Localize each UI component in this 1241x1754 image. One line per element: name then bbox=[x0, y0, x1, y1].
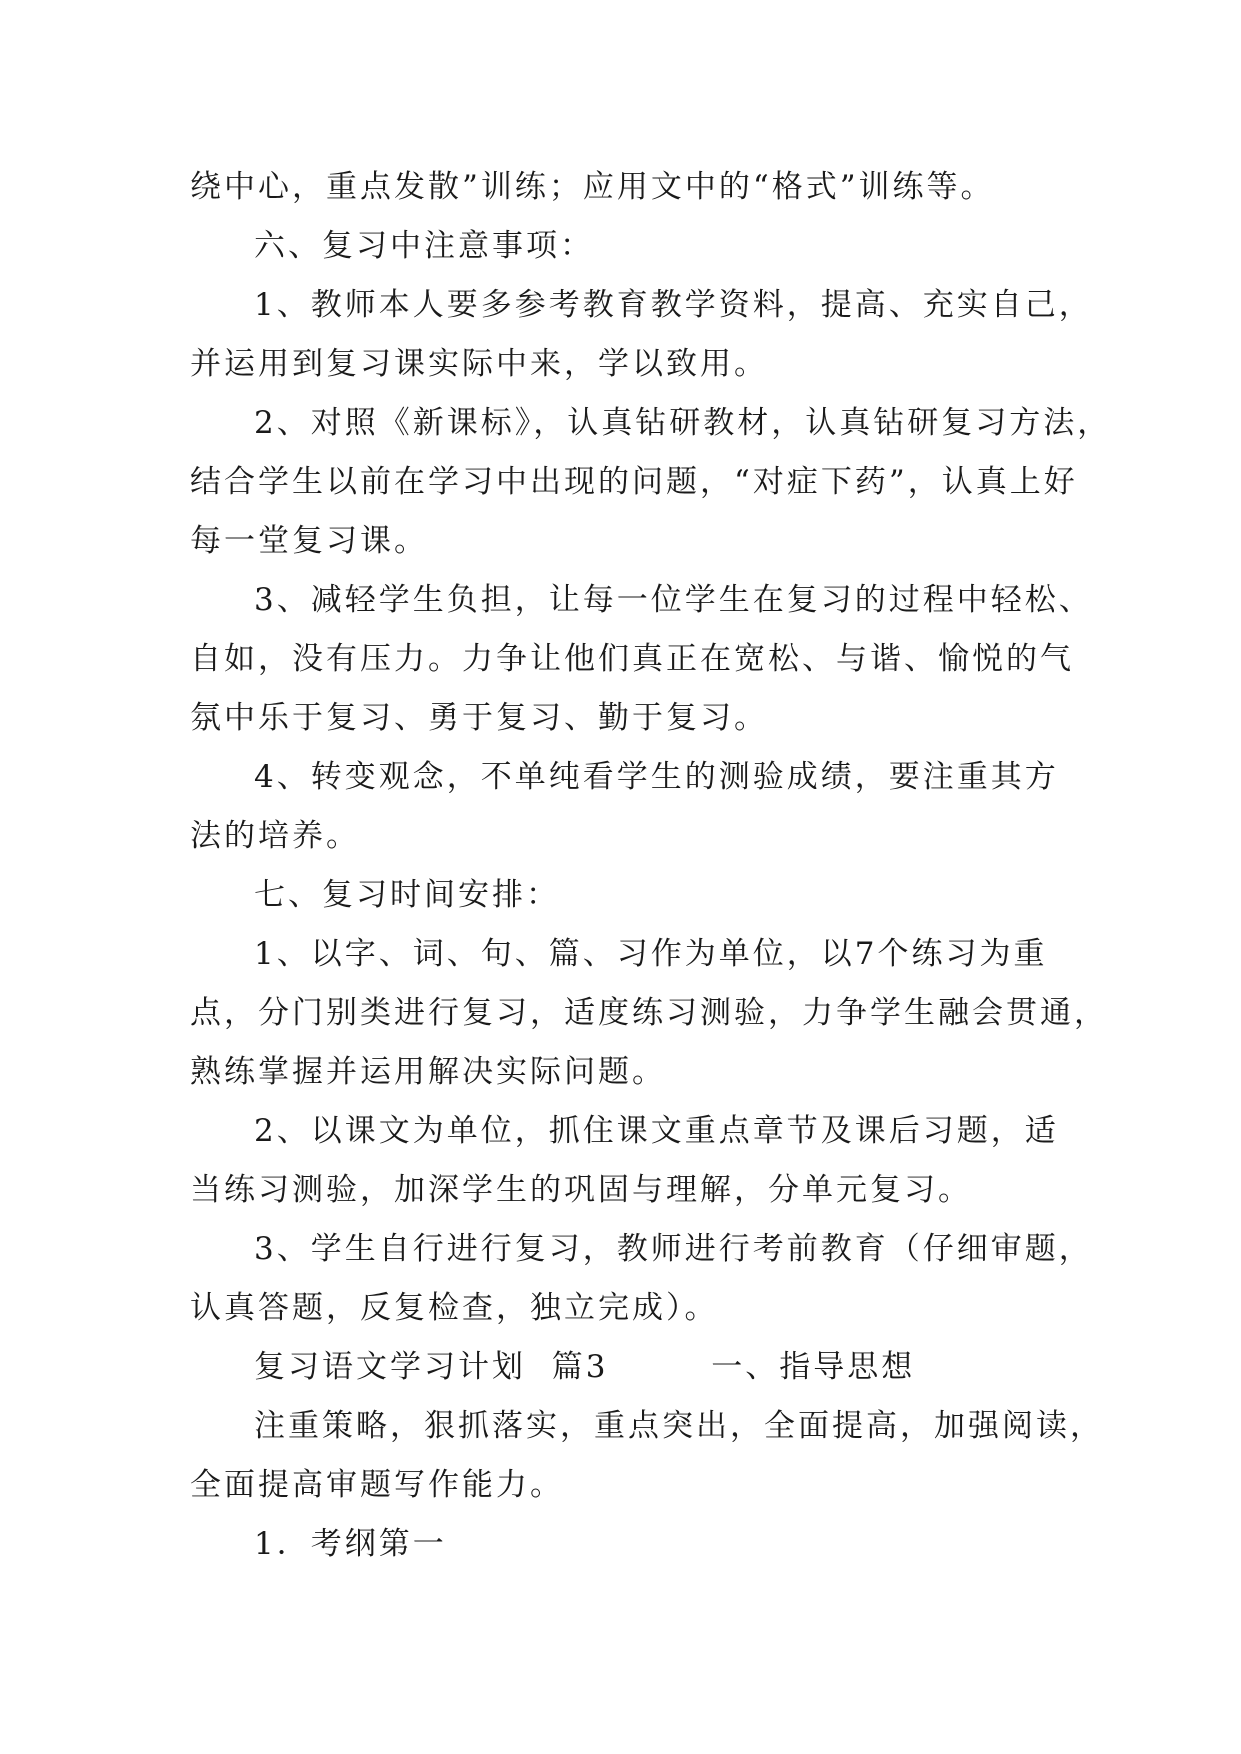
paragraph-line: 氛中乐于复习、勇于复习、勤于复习。 bbox=[190, 700, 768, 736]
paragraph-line: 2、以课文为单位，抓住课文重点章节及课后习题，适 bbox=[254, 1113, 1059, 1149]
paragraph-line: 每一堂复习课。 bbox=[190, 523, 428, 559]
paragraph-line: 全面提高审题写作能力。 bbox=[190, 1467, 564, 1503]
paragraph-line: 4、转变观念，不单纯看学生的测验成绩，要注重其方 bbox=[254, 759, 1059, 795]
paragraph-line: 2、对照《新课标》，认真钻研教材，认真钻研复习方法， bbox=[254, 405, 1112, 441]
document-body bbox=[190, 158, 1112, 1574]
paragraph-line: 1、教师本人要多参考教育教学资料，提高、充实自己， bbox=[254, 287, 1093, 323]
numbered-item: 1．考纲第一 bbox=[254, 1526, 447, 1562]
paragraph-line: 注重策略，狠抓落实，重点突出，全面提高，加强阅读， bbox=[254, 1408, 1104, 1444]
paragraph-line: 法的培养。 bbox=[190, 818, 360, 854]
paragraph-line: 认真答题，反复检查，独立完成）。 bbox=[190, 1290, 719, 1326]
plan-title-line: 复习语文学习计划 篇3 一、指导思想 bbox=[254, 1349, 916, 1385]
paragraph-line: 结合学生以前在学习中出现的问题，“对症下药”，认真上好 bbox=[190, 464, 1078, 500]
paragraph-line: 并运用到复习课实际中来，学以致用。 bbox=[190, 346, 768, 382]
section-heading-six: 六、复习中注意事项： bbox=[254, 228, 594, 264]
paragraph-line: 自如，没有压力。力争让他们真正在宽松、与谐、愉悦的气 bbox=[190, 641, 1074, 677]
paragraph-line: 1、以字、词、句、篇、习作为单位，以7个练习为重 bbox=[254, 936, 1048, 972]
paragraph-line: 当练习测验，加深学生的巩固与理解，分单元复习。 bbox=[190, 1172, 972, 1208]
paragraph-continuation-line: 绕中心，重点发散”训练；应用文中的“格式”训练等。 bbox=[190, 169, 995, 205]
paragraph-line: 点，分门别类进行复习，适度练习测验，力争学生融会贯通， bbox=[190, 995, 1108, 1031]
paragraph-line: 熟练掌握并运用解决实际问题。 bbox=[190, 1054, 666, 1090]
paragraph-line: 3、减轻学生负担，让每一位学生在复习的过程中轻松、 bbox=[254, 582, 1093, 618]
section-heading-seven: 七、复习时间安排： bbox=[254, 877, 560, 913]
paragraph-line: 3、学生自行进行复习，教师进行考前教育（仔细审题， bbox=[254, 1231, 1093, 1267]
